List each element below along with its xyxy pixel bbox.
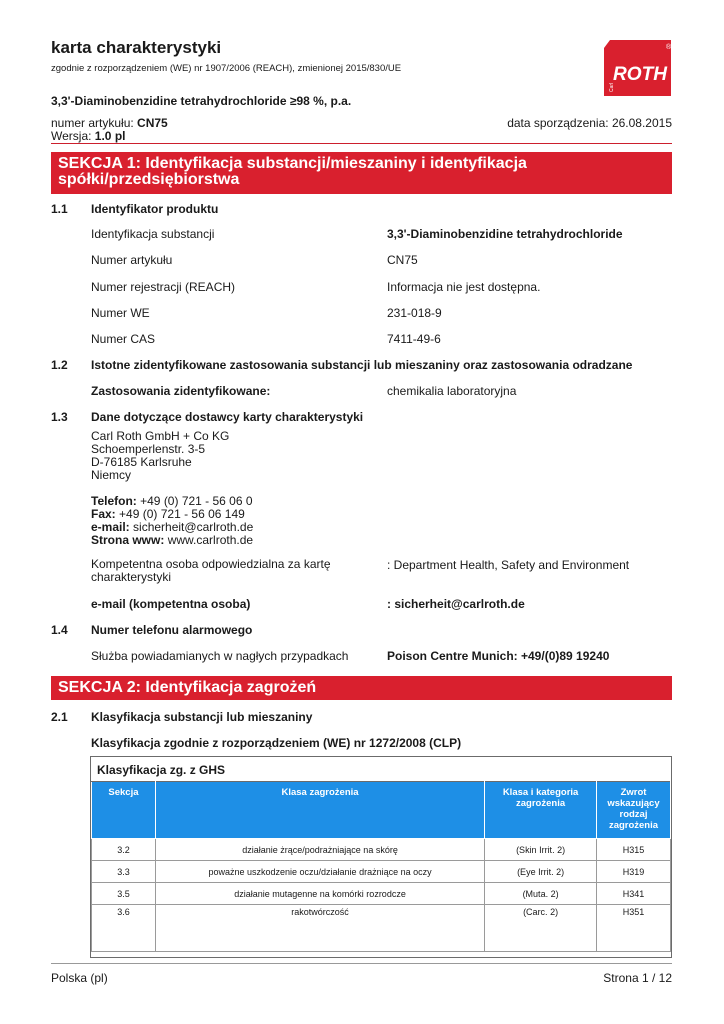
section-1-4-heading: Numer telefonu alarmowego [91,623,253,637]
document-subtitle: zgodnie z rozporządzeniem (WE) nr 1907/2006 (REACH), zmienionej 2015/830/UE [51,63,402,74]
cell-section: 3.2 [92,839,156,861]
column-header-category: Klasa i kategoria zagrożenia [485,782,597,839]
substance-id-value: 3,3'-Diaminobenzidine tetrahydrochloride [387,227,623,241]
phone-line: Telefon: +49 (0) 721 - 56 06 0 [91,494,253,508]
version: Wersja: 1.0 pl [51,129,126,143]
address-line: Carl Roth GmbH + Co KG [91,429,230,443]
emergency-service-label: Służba powiadamianych w nagłych przypadkach [91,649,349,663]
cell-category: (Carc. 2) [485,905,597,952]
cas-number-label: Numer CAS [91,332,156,346]
ec-number-value: 231-018-9 [387,306,442,320]
supplier-contact [91,495,253,547]
ghs-table-title: Klasyfikacja zg. z GHS [97,763,226,777]
cell-category: (Eye Irrit. 2) [485,861,597,883]
creation-date: data sporządzenia: 26.08.2015 [507,116,672,130]
footer-page-number: Strona 1 / 12 [603,971,672,985]
cell-hazard-class: działanie mutagenne na komórki rozrodcze [155,883,484,905]
identified-uses-label: Zastosowania zidentyfikowane: [91,384,271,398]
column-header-section: Sekcja [92,782,156,839]
cell-hazard-statement: H351 [596,905,670,952]
footer-language: Polska (pl) [51,971,108,985]
column-header-hazard-statement: Zwrot wskazujący rodzaj zagrożenia [596,782,670,839]
cell-section: 3.6 [92,905,156,952]
cell-hazard-statement: H315 [596,839,670,861]
identified-uses-value: chemikalia laboratoryjna [387,384,517,398]
section-1-2-heading: Istotne zidentyfikowane zastosowania substancji lub mieszaniny oraz zastosowania odradzane [91,358,633,372]
address-line: Niemcy [91,468,132,482]
table-row [92,883,671,905]
competent-email-label: e-mail (kompetentna osoba) [91,597,251,611]
cell-section: 3.5 [92,883,156,905]
section-2-1-number: 2.1 [51,710,68,724]
reach-number-label: Numer rejestracji (REACH) [91,280,236,294]
cas-number-value: 7411-49-6 [387,332,441,346]
registered-mark: ® [666,44,671,51]
cell-hazard-statement: H319 [596,861,670,883]
clp-classification-heading: Klasyfikacja zgodnie z rozporządzeniem (WE) nr 1272/2008 (CLP) [91,736,462,750]
section-1-4-number: 1.4 [51,623,68,637]
ghs-classification-table [91,781,671,952]
reach-number-value: Informacja nie jest dostępna. [387,280,541,294]
table-row [92,861,671,883]
competent-email-value: : sicherheit@carlroth.de [387,597,525,611]
cell-hazard-class: rakotwórczość [155,905,484,952]
cell-category: (Skin Irrit. 2) [485,839,597,861]
cell-hazard-class: działanie żrące/podrażniające na skórę [155,839,484,861]
cell-category: (Muta. 2) [485,883,597,905]
address-line: D-76185 Karlsruhe [91,455,192,469]
section-1-1-heading: Identyfikator produktu [91,202,219,216]
footer-divider [51,963,672,964]
cell-hazard-class: poważne uszkodzenie oczu/działanie drażniące na oczy [155,861,484,883]
cell-section: 3.3 [92,861,156,883]
header-divider [51,143,672,144]
fax-line: Fax: +49 (0) 721 - 56 06 149 [91,507,245,521]
section-1-3-heading: Dane dotyczące dostawcy karty charakterystyki [91,410,364,424]
email-link[interactable]: sicherheit@carlroth.de [133,520,254,534]
roth-logo [604,40,671,96]
emergency-service-value: Poison Centre Munich: +49/(0)89 19240 [387,649,610,663]
competent-person-value: : Department Health, Safety and Environment [387,558,630,572]
website-line: Strona www: www.carlroth.de [91,533,254,547]
table-header-row [92,782,671,839]
article-number: numer artykułu: CN75 [51,116,168,130]
section-1-1-number: 1.1 [51,202,68,216]
section-1-header: SEKCJA 1: Identyfikacja substancji/mieszaniny i identyfikacja spółki/przedsiębiorstwa [51,152,672,194]
column-header-hazard-class: Klasa zagrożenia [155,782,484,839]
logo-text: ROTH [613,64,669,85]
cell-hazard-statement: H341 [596,883,670,905]
product-name: 3,3'-Diaminobenzidine tetrahydrochloride ≥98 %, p.a. [51,94,352,108]
article-number-value: CN75 [387,253,418,267]
section-2-1-heading: Klasyfikacja substancji lub mieszaniny [91,710,313,724]
logo-small-text: Carl [609,82,615,92]
document-title: karta charakterystyki [51,38,222,57]
website-link[interactable]: www.carlroth.de [167,533,254,547]
section-1-3-number: 1.3 [51,410,68,424]
article-number-label: Numer artykułu [91,253,173,267]
address-line: Schoemperlenstr. 3-5 [91,442,206,456]
competent-person-label: Kompetentna osoba odpowiedzialna za kartę charakterystyki [91,557,331,584]
supplier-address [91,430,229,482]
email-line: e-mail: sicherheit@carlroth.de [91,520,254,534]
ec-number-label: Numer WE [91,306,150,320]
substance-id-label: Identyfikacja substancji [91,227,215,241]
table-row [92,839,671,861]
section-2-header: SEKCJA 2: Identyfikacja zagrożeń [51,676,672,700]
section-1-2-number: 1.2 [51,358,68,372]
table-row [92,905,671,952]
